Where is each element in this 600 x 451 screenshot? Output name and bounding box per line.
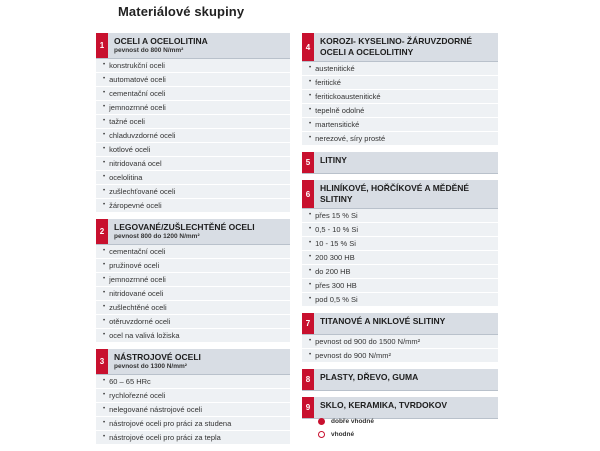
list-item-label: nerezové, síry prosté xyxy=(315,134,386,143)
material-group-7 xyxy=(302,313,498,363)
bullet-icon: • xyxy=(309,338,312,344)
bullet-icon: • xyxy=(309,135,312,141)
bullet-icon: • xyxy=(309,65,312,71)
list-item xyxy=(302,90,498,104)
legend-row xyxy=(318,428,374,441)
list-item xyxy=(302,132,498,146)
bullet-icon: • xyxy=(103,304,106,310)
group-title: PLASTY, DŘEVO, GUMA xyxy=(320,372,419,382)
group-number-badge: 8 xyxy=(302,369,314,390)
list-item xyxy=(96,143,290,157)
list-item xyxy=(96,417,290,431)
list-item xyxy=(96,129,290,143)
list-item xyxy=(96,273,290,287)
bullet-icon: • xyxy=(309,296,312,302)
bullet-icon: • xyxy=(103,146,106,152)
group-number-badge: 4 xyxy=(302,33,314,61)
group-header xyxy=(302,33,498,62)
list-item-label: ocelolitina xyxy=(109,173,143,182)
bullet-icon: • xyxy=(309,79,312,85)
list-item-label: rychlořezné oceli xyxy=(109,391,166,400)
list-item xyxy=(96,245,290,259)
bullet-icon: • xyxy=(309,107,312,113)
material-group-4 xyxy=(302,33,498,146)
list-item xyxy=(302,293,498,307)
bullet-icon: • xyxy=(103,290,106,296)
group-number-badge: 9 xyxy=(302,397,314,418)
group-title: SKLO, KERAMIKA, TVRDOKOV xyxy=(320,400,448,410)
group-number-badge: 1 xyxy=(96,33,108,58)
group-title: TITANOVÉ A NIKLOVÉ SLITINY xyxy=(320,316,446,326)
list-item xyxy=(302,335,498,349)
right-column xyxy=(302,33,498,425)
group-items xyxy=(96,245,290,343)
list-item-label: tepelně odolné xyxy=(315,106,365,115)
list-item-label: 0,5 - 10 % Si xyxy=(315,225,359,234)
bullet-icon: • xyxy=(309,121,312,127)
list-item xyxy=(96,59,290,73)
list-item-label: 60 – 65 HRc xyxy=(109,377,151,386)
list-item xyxy=(302,265,498,279)
bullet-icon: • xyxy=(309,212,312,218)
group-header xyxy=(96,349,290,375)
list-item-label: feritické xyxy=(315,78,341,87)
list-item-label: jemnozrnné oceli xyxy=(109,103,166,112)
group-title: KOROZI- KYSELINO- ŽÁRUVZDORNÉ OCELI A OCELOLITINY xyxy=(320,36,473,57)
list-item xyxy=(96,73,290,87)
group-header xyxy=(302,152,498,174)
bullet-icon: • xyxy=(103,406,106,412)
group-subtitle: pevnost do 800 N/mm² xyxy=(114,47,184,54)
bullet-icon: • xyxy=(103,76,106,82)
bullet-icon: • xyxy=(103,262,106,268)
list-item xyxy=(96,115,290,129)
list-item-label: zušlechťované oceli xyxy=(109,187,176,196)
bullet-icon: • xyxy=(103,248,106,254)
bullet-icon: • xyxy=(103,378,106,384)
bullet-icon: • xyxy=(103,104,106,110)
bullet-icon: • xyxy=(103,188,106,194)
list-item-label: tažné oceli xyxy=(109,117,145,126)
material-group-6 xyxy=(302,180,498,307)
bullet-icon: • xyxy=(103,174,106,180)
list-item xyxy=(96,315,290,329)
list-item xyxy=(302,209,498,223)
list-item-label: cementační oceli xyxy=(109,247,166,256)
list-item-label: martensitické xyxy=(315,120,360,129)
list-item-label: cementační oceli xyxy=(109,89,166,98)
list-item-label: pružinové oceli xyxy=(109,261,160,270)
list-item xyxy=(96,301,290,315)
bullet-icon: • xyxy=(309,254,312,260)
legend-label: vhodné xyxy=(331,431,355,438)
bullet-icon: • xyxy=(103,118,106,124)
group-title: NÁSTROJOVÉ OCELI xyxy=(114,352,201,362)
bullet-icon: • xyxy=(309,268,312,274)
group-subtitle: pevnost do 1300 N/mm² xyxy=(114,363,187,370)
bullet-icon: • xyxy=(103,420,106,426)
list-item xyxy=(302,62,498,76)
list-item-label: ocel na valivá ložiska xyxy=(109,331,180,340)
list-item xyxy=(96,375,290,389)
list-item-label: přes 300 HB xyxy=(315,281,357,290)
legend-label: dobře vhodné xyxy=(331,418,374,425)
bullet-icon: • xyxy=(103,332,106,338)
list-item-label: žáropevné oceli xyxy=(109,201,162,210)
list-item-label: 200 300 HB xyxy=(315,253,355,262)
list-item-label: 10 - 15 % Si xyxy=(315,239,356,248)
list-item xyxy=(96,329,290,343)
list-item xyxy=(302,76,498,90)
group-header xyxy=(96,219,290,245)
list-item-label: přes 15 % Si xyxy=(315,211,358,220)
group-items xyxy=(302,209,498,307)
list-item-label: otěruvzdorné oceli xyxy=(109,317,171,326)
list-item xyxy=(96,259,290,273)
group-header xyxy=(302,313,498,335)
group-items xyxy=(96,59,290,213)
group-number-badge: 7 xyxy=(302,313,314,334)
bullet-icon: • xyxy=(309,226,312,232)
list-item-label: nitridované oceli xyxy=(109,289,164,298)
list-item xyxy=(96,287,290,301)
list-item xyxy=(96,403,290,417)
group-title: LEGOVANÉ/ZUŠLECHTĚNÉ OCELI xyxy=(114,222,255,232)
group-items xyxy=(96,375,290,445)
group-number-badge: 6 xyxy=(302,180,314,208)
list-item xyxy=(302,104,498,118)
group-items xyxy=(302,335,498,363)
list-item-label: pevnost od 900 do 1500 N/mm² xyxy=(315,337,421,346)
list-item xyxy=(96,185,290,199)
group-subtitle: pevnost 800 do 1200 N/mm² xyxy=(114,233,200,240)
group-header xyxy=(302,180,498,209)
list-item xyxy=(96,431,290,445)
list-item-label: kotlové oceli xyxy=(109,145,151,154)
group-title: HLINÍKOVÉ, HOŘČÍKOVÉ A MĚDĚNÉ SLITINY xyxy=(320,183,470,204)
list-item-label: automatové oceli xyxy=(109,75,166,84)
group-number-badge: 5 xyxy=(302,152,314,173)
list-item xyxy=(302,118,498,132)
list-item xyxy=(302,279,498,293)
group-header xyxy=(302,369,498,391)
bullet-icon: • xyxy=(103,132,106,138)
list-item-label: konstrukční oceli xyxy=(109,61,165,70)
list-item xyxy=(302,237,498,251)
bullet-icon: • xyxy=(103,318,106,324)
list-item-label: nástrojové oceli pro práci za studena xyxy=(109,419,232,428)
bullet-icon: • xyxy=(103,434,106,440)
list-item-label: chladuvzdorné oceli xyxy=(109,131,176,140)
list-item-label: pevnost do 900 N/mm² xyxy=(315,351,391,360)
list-item xyxy=(96,101,290,115)
list-item-label: nitridovaná ocel xyxy=(109,159,162,168)
filled-circle-icon xyxy=(318,418,325,425)
list-item-label: pod 0,5 % Si xyxy=(315,295,358,304)
list-item-label: nástrojové oceli pro práci za tepla xyxy=(109,433,221,442)
list-item xyxy=(96,171,290,185)
group-number-badge: 3 xyxy=(96,349,108,374)
list-item xyxy=(96,87,290,101)
list-item xyxy=(96,157,290,171)
list-item xyxy=(96,389,290,403)
material-group-8 xyxy=(302,369,498,391)
list-item-label: feritickoaustenitické xyxy=(315,92,381,101)
list-item xyxy=(302,349,498,363)
bullet-icon: • xyxy=(103,62,106,68)
legend-row xyxy=(318,415,374,428)
list-item-label: jemnozrnné oceli xyxy=(109,275,166,284)
bullet-icon: • xyxy=(103,90,106,96)
list-item-label: zušlechtěné oceli xyxy=(109,303,167,312)
group-header xyxy=(96,33,290,59)
material-group-3 xyxy=(96,349,290,445)
list-item-label: nelegované nástrojové oceli xyxy=(109,405,203,414)
bullet-icon: • xyxy=(309,93,312,99)
bullet-icon: • xyxy=(309,282,312,288)
list-item xyxy=(302,251,498,265)
group-items xyxy=(302,62,498,146)
material-group-5 xyxy=(302,152,498,174)
bullet-icon: • xyxy=(309,240,312,246)
material-group-1 xyxy=(96,33,290,213)
bullet-icon: • xyxy=(103,276,106,282)
list-item-label: do 200 HB xyxy=(315,267,351,276)
list-item xyxy=(302,223,498,237)
left-column xyxy=(96,33,290,451)
group-number-badge: 2 xyxy=(96,219,108,244)
bullet-icon: • xyxy=(309,352,312,358)
bullet-icon: • xyxy=(103,160,106,166)
material-group-2 xyxy=(96,219,290,343)
list-item-label: austenitické xyxy=(315,64,355,73)
bullet-icon: • xyxy=(103,202,106,208)
bullet-icon: • xyxy=(103,392,106,398)
group-title: OCELI A OCELOLITINA xyxy=(114,36,208,46)
list-item xyxy=(96,199,290,213)
page-title: Materiálové skupiny xyxy=(118,4,245,19)
legend xyxy=(318,415,374,441)
group-title: LITINY xyxy=(320,155,347,165)
hollow-circle-icon xyxy=(318,431,325,438)
